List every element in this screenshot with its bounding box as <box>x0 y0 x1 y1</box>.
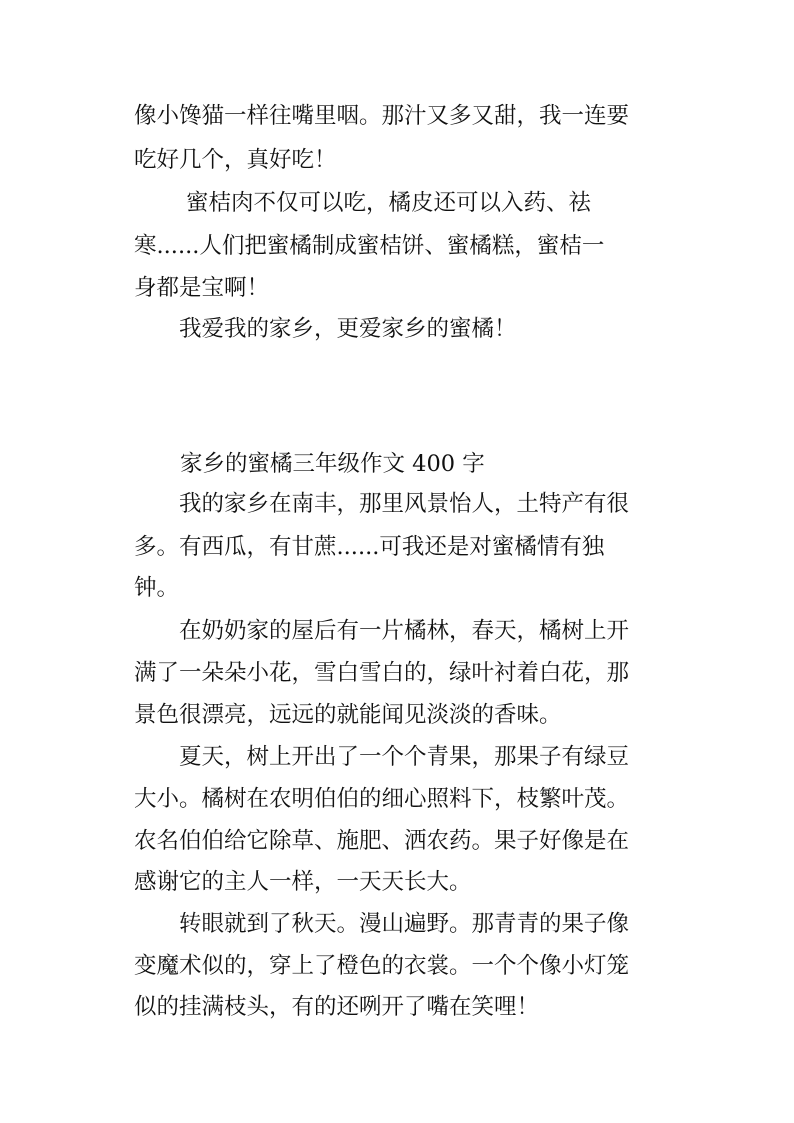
text-line: 钟。 <box>134 575 180 601</box>
text-line: 大小。橘树在农明伯伯的细心照料下，枝繁叶茂。 <box>134 786 630 812</box>
text-line: 景色很漂亮，远远的就能闻见淡淡的香味。 <box>134 702 562 728</box>
text-line: 多。有西瓜，有甘蔗......可我还是对蜜橘情有独 <box>134 534 605 560</box>
essay-title: 家乡的蜜橘三年级作文 400 字 <box>180 451 485 477</box>
text-line: 夏天，树上开出了一个个青果，那果子有绿豆 <box>179 744 630 770</box>
text-line: 农名伯伯给它除草、施肥、洒农药。果子好像是在 <box>134 828 630 854</box>
text-line: 身都是宝啊！ <box>134 275 270 301</box>
text-line: 满了一朵朵小花，雪白雪白的，绿叶衬着白花，那 <box>134 660 630 686</box>
text-line: 转眼就到了秋天。漫山遍野。那青青的果子像 <box>179 911 630 937</box>
text-line: 吃好几个，真好吃！ <box>134 147 337 173</box>
text-line: 像小馋猫一样往嘴里咽。那汁又多又甜，我一连要 <box>134 103 630 129</box>
text-line: 寒......人们把蜜橘制成蜜桔饼、蜜橘糕，蜜桔一 <box>134 233 605 259</box>
text-line: 我爱我的家乡，更爱家乡的蜜橘！ <box>179 316 517 342</box>
text-line: 似的挂满枝头，有的还咧开了嘴在笑哩！ <box>134 994 540 1020</box>
text-line: 我的家乡在南丰，那里风景怡人，土特产有很 <box>179 491 630 517</box>
text-line: 变魔术似的，穿上了橙色的衣裳。一个个像小灯笼 <box>134 953 630 979</box>
text-line: 在奶奶家的屋后有一片橘林，春天，橘树上开 <box>179 618 630 644</box>
text-line: 蜜桔肉不仅可以吃，橘皮还可以入药、祛 <box>186 190 592 216</box>
text-line: 感谢它的主人一样，一天天长大。 <box>134 869 472 895</box>
